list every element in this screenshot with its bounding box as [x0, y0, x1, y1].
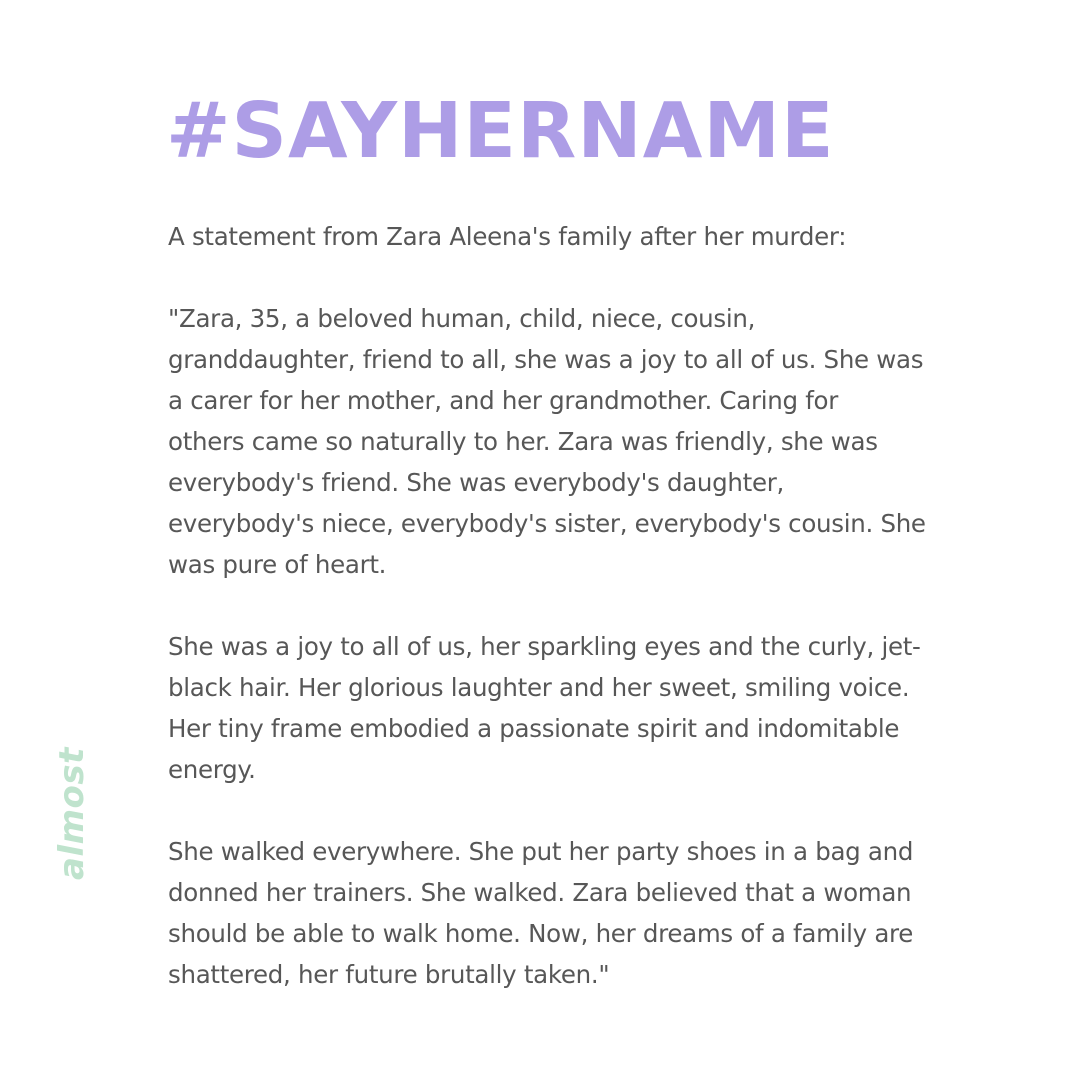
text-line: was pure of heart.	[168, 550, 387, 579]
statement-paragraph-3	[168, 831, 988, 995]
text-line: Her tiny frame embodied a passionate spirit and indomitable	[168, 714, 900, 743]
brand-logo: almost	[52, 747, 92, 880]
text-line: others came so naturally to her. Zara was friendly, she was	[168, 427, 878, 456]
text-line: everybody's friend. She was everybody's daughter,	[168, 468, 784, 497]
text-line: She was a joy to all of us, her sparkling eyes and the curly, jet-	[168, 632, 921, 661]
text-line: granddaughter, friend to all, she was a joy to all of us. She was	[168, 345, 924, 374]
statement-paragraph-2	[168, 626, 988, 790]
text-line: shattered, her future brutally taken."	[168, 960, 610, 989]
text-line: black hair. Her glorious laughter and her sweet, smiling voice.	[168, 673, 910, 702]
text-line: energy.	[168, 755, 256, 784]
text-line: "Zara, 35, a beloved human, child, niece, cousin,	[168, 304, 756, 333]
text-line: donned her trainers. She walked. Zara believed that a woman	[168, 878, 912, 907]
headline-hashtag: #SAYHERNAME	[166, 87, 835, 176]
intro-line: A statement from Zara Aleena's family after her murder:	[168, 222, 847, 251]
text-line: should be able to walk home. Now, her dreams of a family are	[168, 919, 914, 948]
text-line: a carer for her mother, and her grandmother. Caring for	[168, 386, 838, 415]
text-line: everybody's niece, everybody's sister, everybody's cousin. She	[168, 509, 926, 538]
statement-body	[168, 216, 988, 1036]
text-line: She walked everywhere. She put her party shoes in a bag and	[168, 837, 914, 866]
statement-paragraph-1	[168, 298, 988, 585]
